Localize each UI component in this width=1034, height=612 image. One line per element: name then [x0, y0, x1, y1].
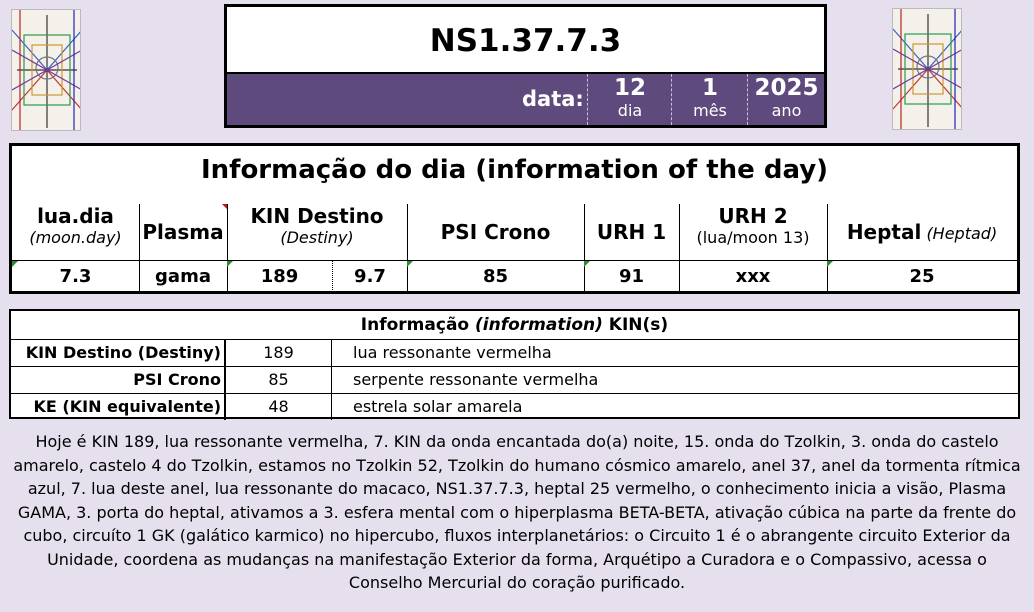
value-urh1-text: 91: [618, 266, 645, 287]
kin-row-label: PSI Crono: [11, 367, 226, 393]
header-heptal: [827, 204, 1017, 260]
header-lua-sub: (moon.day): [29, 228, 122, 247]
kin-title-part2: (information): [475, 315, 603, 335]
date-year-value: 2025: [754, 75, 819, 101]
kin-info-table: [9, 309, 1020, 419]
value-urh2-text: xxx: [735, 266, 771, 287]
value-kin-secondary[interactable]: [332, 261, 407, 292]
day-info-title: Informação do dia (information of the day): [200, 155, 829, 185]
header-heptal-sub: (Heptad): [926, 224, 998, 243]
kin-title-part3: KIN(s): [602, 315, 669, 335]
cell-marker: [407, 261, 413, 267]
table-row[interactable]: [11, 394, 1018, 420]
date-day: [587, 74, 672, 125]
kin-title-part1: Informação: [360, 315, 476, 335]
header-heptal-main: Heptal: [846, 220, 922, 244]
cell-marker: [584, 261, 590, 267]
value-plasma[interactable]: [139, 261, 227, 292]
header-box: [224, 4, 827, 128]
header-urh2: [679, 204, 827, 260]
value-kin2-text: 9.7: [354, 266, 386, 287]
date-month: [671, 74, 748, 125]
header-lua-dia: [12, 204, 139, 260]
mandala-image-right: [893, 9, 962, 130]
cell-marker: [12, 261, 18, 267]
header-kin-destino: [227, 204, 407, 260]
kin-row-label: KIN Destino (Destiny): [11, 340, 226, 366]
value-heptal[interactable]: [827, 261, 1017, 292]
kin-row-label: KE (KIN equivalente): [11, 394, 226, 420]
kin-row-desc: estrela solar amarela: [353, 397, 523, 416]
header-lua-main: lua.dia: [37, 204, 114, 228]
value-plasma-text: gama: [155, 266, 211, 287]
value-heptal-text: 25: [909, 266, 935, 287]
date-bar: [227, 72, 824, 125]
kin-row-value: 48: [226, 394, 332, 420]
date-month-unit: mês: [693, 101, 727, 120]
header-urh2-sub: (lua/moon 13): [696, 228, 810, 247]
kin-table-title: [11, 311, 1018, 340]
date-label: data:: [522, 87, 584, 111]
value-lua-text: 7.3: [59, 266, 92, 287]
header-urh1-label: URH 1: [596, 220, 667, 244]
value-urh1[interactable]: [584, 261, 679, 292]
date-day-value: 12: [613, 75, 646, 101]
day-values-row: [12, 260, 1017, 292]
date-day-unit: dia: [617, 101, 643, 120]
logo-right: [892, 8, 962, 130]
cell-marker: [827, 261, 833, 267]
table-row[interactable]: [11, 367, 1018, 394]
day-description: Hoje é KIN 189, lua ressonante vermelha, 7. KIN da onda encantada do(a) noite, 15. onda do Tzolkin, 3. onda do castelo amarelo, castelo 4 do Tzolkin, estamos no Tzolkin 52, Tzolkin do humano cósmico amarelo, anel 37, anel da tormenta rítmica azul, 7. lua deste anel, lua ressonante do macaco, NS1.37.7.3, heptal 25 vermelho, o conhecimento inicia a visão, Plasma GAMA, 3. porta do heptal, ativamos a 3. esfera mental com o hiperplasma BETA-BETA, ativação cúbica na parte da frente do cubo, circuíto 1 GK (galático karmico) no hipercubo, fluxos interplanetários: o Circuito 1 é o abrangente circuito Exterior da Unidade, coordena as mudanças na manifestação Exterior da forma, Arquétipo a Curadora e o Compassivo, acessa o Conselho Mercurial do coração purificado.: [13, 432, 1021, 592]
date-year-unit: ano: [771, 101, 802, 120]
table-row[interactable]: [11, 340, 1018, 367]
kin-row-value: 85: [226, 367, 332, 393]
header-psi-crono: [407, 204, 584, 260]
value-urh2[interactable]: [679, 261, 827, 292]
kin-row-value: 189: [226, 340, 332, 366]
date-year: [747, 74, 825, 125]
header-kin-sub: (Destiny): [280, 228, 354, 247]
value-lua-dia[interactable]: [12, 261, 139, 292]
value-psi[interactable]: [407, 261, 584, 292]
header-psi-label: PSI Crono: [440, 220, 551, 244]
header-plasma-label: Plasma: [142, 220, 224, 244]
page-title: NS1.37.7.3: [429, 23, 622, 59]
cell-marker: [227, 261, 233, 267]
date-month-value: 1: [701, 75, 718, 101]
mandala-image-left: [12, 10, 81, 131]
value-psi-text: 85: [482, 266, 509, 287]
day-info-panel: [9, 143, 1020, 294]
value-kin[interactable]: [227, 261, 332, 292]
header-plasma: [139, 204, 227, 260]
kin-row-desc: lua ressonante vermelha: [353, 343, 552, 362]
value-kin-text: 189: [260, 266, 299, 287]
kin-row-desc: serpente ressonante vermelha: [353, 370, 599, 389]
kin-table-body: [11, 340, 1018, 417]
logo-left: [11, 9, 81, 131]
header-kin-main: KIN Destino: [250, 204, 384, 228]
header-urh2-main: URH 2: [718, 204, 788, 228]
header-urh1: [584, 204, 679, 260]
